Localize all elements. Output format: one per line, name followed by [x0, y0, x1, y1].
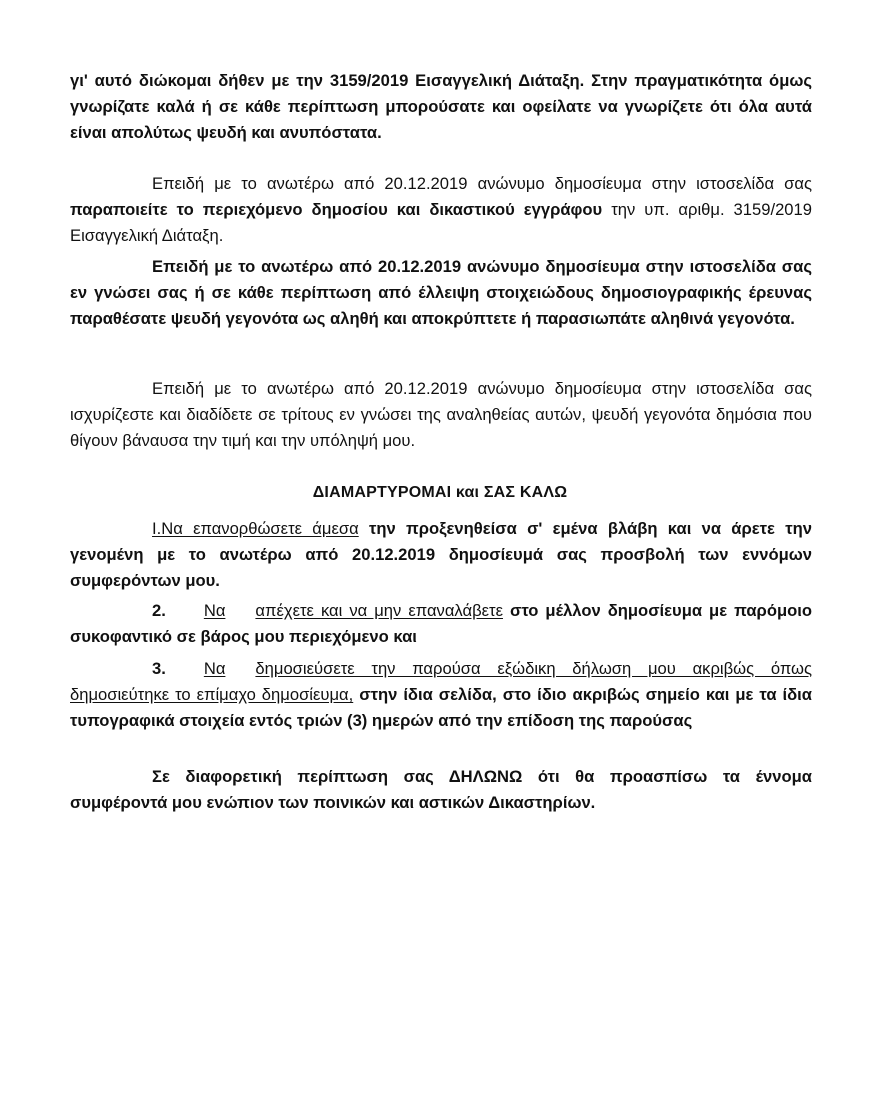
paragraph-4-text: Επειδή με το ανωτέρω από 20.12.2019 ανώνυμο δημοσίευμα στην ιστοσελίδα σας ισχυρίζεστε και διαδίδετε σε τρίτους εν γνώσει της αναληθείας αυτών, ψευδή γεγονότα δημόσια που θίγουν βάναυσα την τιμή και την υπόληψή μου. [70, 379, 812, 450]
paragraph-3 [70, 254, 812, 332]
closing-paragraph [70, 764, 812, 816]
paragraph-2 [70, 171, 812, 249]
item-3-underlined-a: Να [203, 659, 226, 678]
paragraph-1-text: γι' αυτό διώκομαι δήθεν με την 3159/2019 Εισαγγελική Διάταξη. Στην πραγματικότητα όμως γνωρίζατε καλά ή σε κάθε περίπτωση μπορούσατε και οφείλατε να γνωρίζετε ότι όλα αυτά είναι απολύτως ψευδή και ανυπόστατα. [70, 71, 812, 142]
request-item-3 [70, 656, 812, 734]
item-3-underlined-b: δημοσιεύσετε την παρούσα εξώδικη δήλωση μου ακριβώς όπως δημοσιεύτηκε το επίμαχο δημοσίευμα, [70, 659, 812, 704]
request-item-1 [70, 516, 812, 594]
paragraph-3-text: Επειδή με το ανωτέρω από 20.12.2019 ανώνυμο δημοσίευμα στην ιστοσελίδα σας εν γνώσει σας ή σε κάθε περίπτωση από έλλειψη στοιχειώδους δημοσιογραφικής έρευνας παραθέσατε ψευδή γεγονότα ως αληθή και αποκρύπτετε ή παρασιωπάτε αληθινά γεγονότα. [70, 257, 812, 328]
item-2-underlined-b: απέχετε και να μην επαναλάβετε [255, 601, 503, 620]
item-3-bold: στην ίδια σελίδα, στο ίδιο ακριβώς σημείο και με τα ίδια τυπογραφικά στοιχεία εντός τριών (3) ημερών από την επίδοση της παρούσας [70, 685, 812, 730]
item-3-number: 3. [152, 659, 166, 678]
request-item-2 [70, 598, 812, 650]
item-2-number: 2. [152, 601, 166, 620]
paragraph-2-text-c: την υπ. αριθμ. 3159/2019 Εισαγγελική Διάταξη. [70, 200, 812, 245]
paragraph-2-text-bold: παραποιείτε το περιεχόμενο δημοσίου και δικαστικού εγγράφου [70, 200, 603, 219]
item-2-underlined-a: Να [203, 601, 226, 620]
item-2-bold: στο μέλλον δημοσίευμα με παρόμοιο συκοφαντικό σε βάρος μου περιεχόμενο και [70, 601, 812, 646]
section-heading: ΔΙΑΜΑΡΤΥΡΟΜΑΙ και ΣΑΣ ΚΑΛΩ [312, 484, 568, 501]
paragraph-1 [70, 68, 812, 146]
item-1-bold: την προξενηθείσα σ' εμένα βλάβη και να άρετε την γενομένη με το ανωτέρω από 20.12.2019 δημοσίευμά σας προσβολή των εννόμων συμφερόντων μου. [70, 519, 812, 590]
item-1-underlined: Ι.Να επανορθώσετε άμεσα [152, 519, 359, 538]
paragraph-4 [70, 376, 812, 454]
paragraph-2-text-a: Επειδή με το ανωτέρω από 20.12.2019 ανώνυμο δημοσίευμα στην ιστοσελίδα σας [152, 174, 812, 193]
closing-text: Σε διαφορετική περίπτωση σας ΔΗΛΩΝΩ ότι θα προασπίσω τα έννομα συμφέροντά μου ενώπιον των ποινικών και αστικών Δικαστηρίων. [70, 767, 812, 812]
